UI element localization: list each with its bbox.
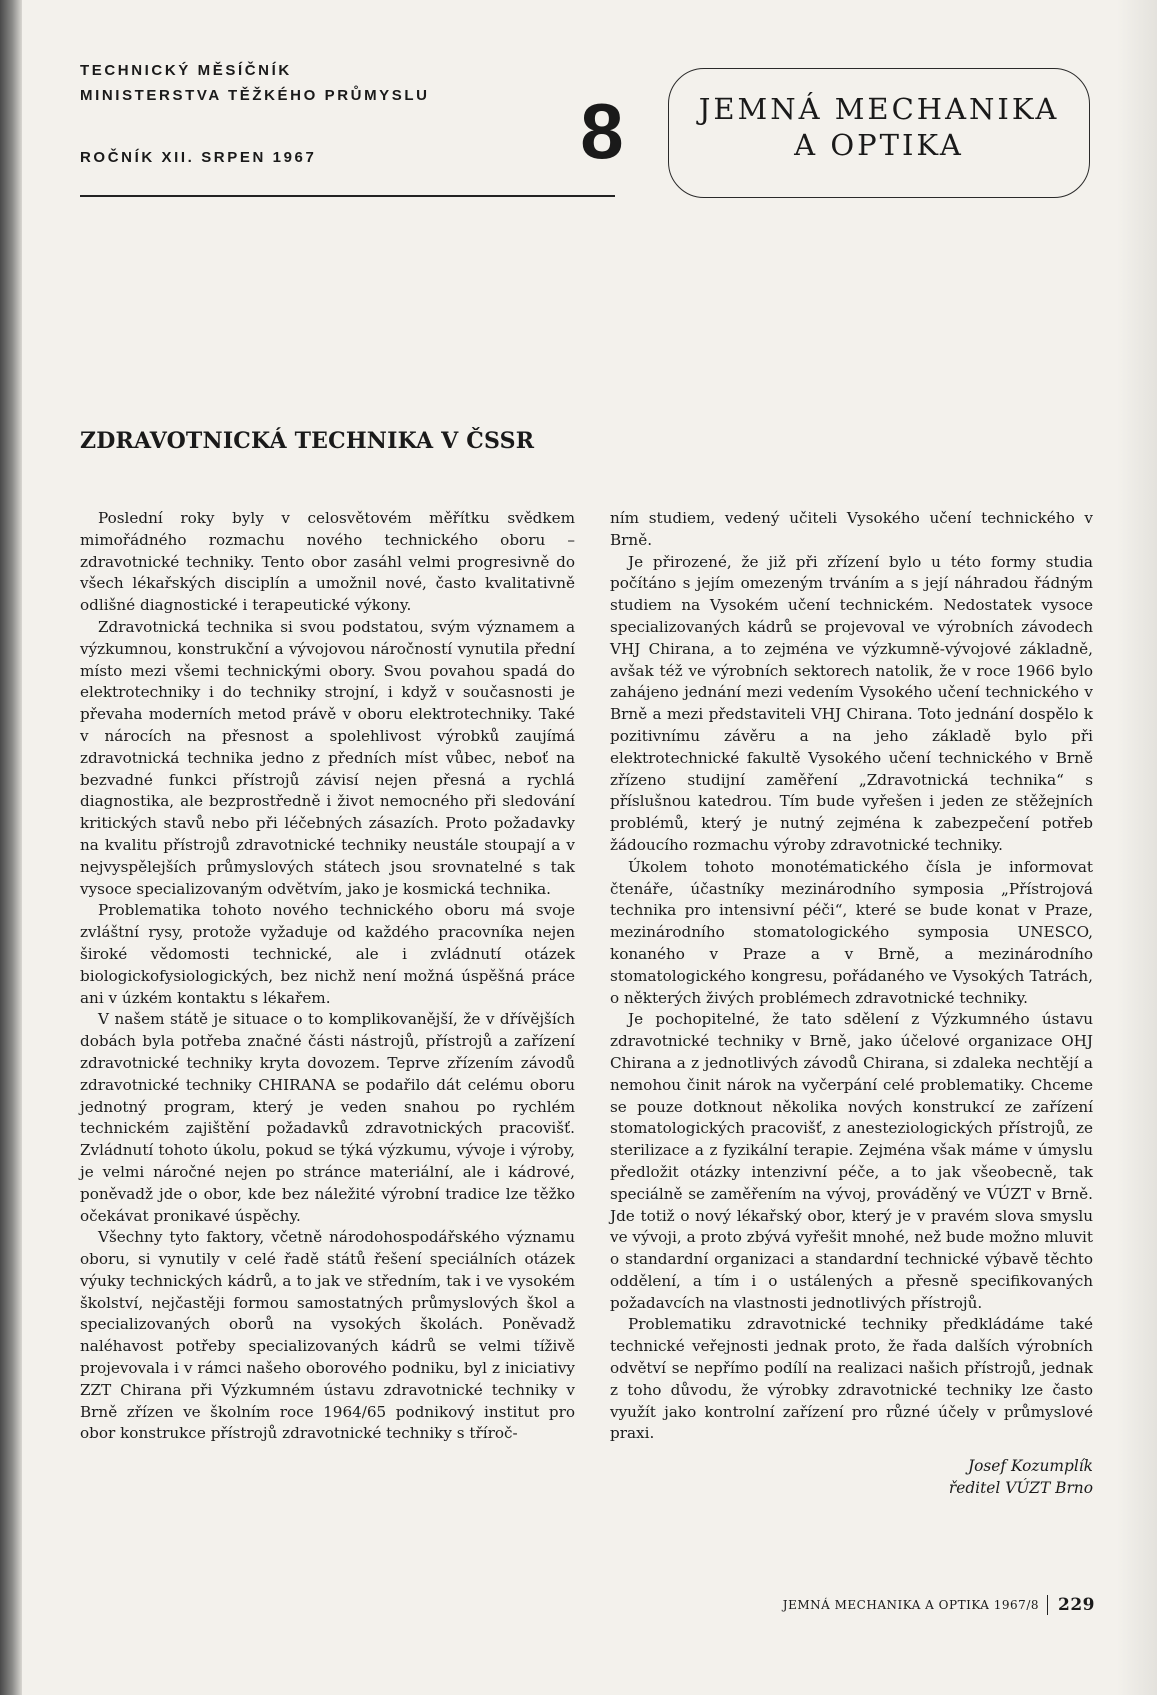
page-footer	[700, 1595, 1095, 1615]
paragraph-continuation: ním studiem, vedený učiteli Vysokého učení technického v Brně.	[610, 509, 1093, 549]
article-column-left	[80, 508, 575, 1445]
paragraph: Všechny tyto faktory, včetně národohospodářského významu oboru, si vynutily v celé řadě států řešení speciálních otázek výuky technických kádrů, a to jak ve středním, tak i ve vysokém školství, nejčastěji formou samostatných průmyslových škol a specializovaných oborů na vysokých školách. Poněvadž naléhavost potřeby specializovaných kádrů se velmi tíživě projevovala i v rámci našeho oborového podniku, byl z iniciativy ZZT Chirana při Výzkumném ústavu zdravotnické techniky v Brně zřízen ve školním roce 1964/65 podnikový institut pro obor konstrukce přístrojů zdravotnické techniky s tříroč-	[80, 1228, 575, 1443]
masthead	[80, 58, 580, 170]
article-column-right	[610, 508, 1093, 1499]
journal-title-line-1: JEMNÁ MECHANIKA	[698, 92, 1060, 126]
book-spine-shadow	[0, 0, 22, 1695]
paragraph: Je pochopitelné, že tato sdělení z Výzkumného ústavu zdravotnické techniky v Brně, jako účelové organizace OHJ Chirana a z jednotlivých závodů Chirana, si zdaleka nechtějí a nemohou činit nárok na vyčerpání celé problematiky. Chceme se pouze dotknout několika nových konstrukcí ze zařízení stomatologických pracovišť, z anesteziologických přístrojů, ze sterilizace a z fyzikální terapie. Zejména však máme v úmyslu předložit otázky intenzivní péče, a to jak všeobecně, tak speciálně se zaměřením na vývoj, prováděný ve VÚZT v Brně. Jde totiž o nový lékařský obor, který je v pravém slova smyslu ve vývoji, a proto zbývá vyřešit mnohé, než bude možno mluvit o standardní organizaci a standardní technické výbavě těchto oddělení, a tím i o ustálených a přesně specifikovaných požadavcích na vlastnosti jednotlivých přístrojů.	[610, 1010, 1093, 1312]
masthead-line-2: MINISTERSTVA TĚŽKÉHO PRŮMYSLU	[80, 87, 430, 104]
paragraph: Je přirozené, že již při zřízení bylo u této formy studia počítáno s jejím omezeným trváním a s její náhradou řádným studiem na Vysokém učení technickém. Nedostatek vysoce specializovaných kádrů se projevoval ve výrobních závodech VHJ Chirana, a to zejména ve výzkumně-vývojové základně, avšak též ve výrobních sektorech natolik, že v roce 1966 bylo zahájeno jednání mezi vedením Vysokého učení technického v Brně a mezi představiteli VHJ Chirana. Toto jednání dospělo k pozitivnímu závěru a na jeho základě bylo při elektrotechnické fakultě Vysokého učení technického v Brně zřízeno studijní zaměření „Zdravotnická technika“ s příslušnou katedrou. Tím bude vyřešen i jeden ze stěžejních problémů, který je nutný zejména k zabezpečení potřeb žádoucího rozmachu výroby zdravotnické techniky.	[610, 552, 1093, 854]
page-number: 229	[1047, 1595, 1095, 1615]
paragraph: Poslední roky byly v celosvětovém měřítku svědkem mimořádného rozmachu nového technického oboru – zdravotnické techniky. Tento obor zasáhl velmi progresivně do všech lékařských disciplín a umožnil nové, často kvalitativně odlišné diagnostické i terapeutické výkony.	[80, 509, 575, 615]
signature-role: ředitel VÚZT Brno	[948, 1479, 1093, 1498]
paragraph: V našem státě je situace o to komplikovanější, že v dřívějších dobách byla potřeba značné části nástrojů, přístrojů a zařízení zdravotnické techniky kryta dovozem. Teprve zřízením závodů zdravotnické techniky CHIRANA se podařilo dát celému oboru jednotný program, který je veden snahou po rychlém technickém zajištění požadavků zdravotnických pracovišť. Zvládnutí tohoto úkolu, pokud se týká výzkumu, vývoje i výroby, je velmi náročné nejen po stránce materiální, ale i kádrové, poněvadž jde o obor, kde bez náležité výrobní tradice lze těžko očekávat pronikavé úspěchy.	[80, 1010, 575, 1225]
paragraph: Úkolem tohoto monotématického čísla je informovat čtenáře, účastníky mezinárodního symposia „Přístrojová technika pro intensivní péči“, které se bude konat v Praze, mezinárodního stomatologického symposia UNESCO, konaného v Praze a v Brně, a mezinárodního stomatologického kongresu, pořádaného ve Vysokých Tatrách, o některých živých problémech zdravotnické techniky.	[610, 857, 1093, 1007]
paragraph: Zdravotnická technika si svou podstatou, svým významem a výzkumnou, konstrukční a vývojovou náročností vynutila přední místo mezi všemi technickými obory. Svou povahou spadá do elektrotechniky i do techniky strojní, i když v současnosti je převaha moderních metod právě v oboru elektrotechniky. Také v nárocích na přesnost a spolehlivost výrobků zaujímá zdravotnická technika jedno z předních míst vůbec, neboť na bezvadné funkci přístrojů závisí nejen přesná a rychlá diagnostika, ale bezprostředně i život nemocného při sledování kritických stavů nebo při léčebných zásazích. Proto požadavky na kvalitu přístrojů zdravotnické techniky neustále stoupají a v nejvyspělejších průmyslových státech jsou srovnatelné s tak vysoce specializovaným odvětvím, jako je kosmická technika.	[80, 617, 575, 898]
masthead-line-1: TECHNICKÝ MĚSÍČNÍK	[80, 62, 292, 79]
paragraph: Problematiku zdravotnické techniky předkládáme také technické veřejnosti jednak proto, že řada dalších výrobních odvětví se nepřímo podílí na realizaci našich přístrojů, jednak z toho důvodu, že výrobky zdravotnické techniky lze často využít jako kontrolní zařízení pro různé účely v průmyslové praxi.	[610, 1315, 1093, 1443]
paragraph: Problematika tohoto nového technického oboru má svoje zvláštní rysy, protože vyžaduje od každého pracovníka nejen široké vědomosti technické, ale i zvládnutí otázek biologickofysiologických, bez nichž není možná úspěšná práce ani v úzkém kontaktu s lékařem.	[80, 901, 575, 1007]
masthead-rule	[80, 195, 615, 197]
article-title: ZDRAVOTNICKÁ TECHNIKA V ČSSR	[80, 428, 535, 454]
journal-title-line-2: A OPTIKA	[794, 128, 964, 162]
page-edge	[1117, 0, 1157, 1695]
issue-line: ROČNÍK XII. SRPEN 1967	[80, 149, 317, 166]
issue-number: 8	[580, 87, 624, 175]
signature-name: Josef Kozumplík	[967, 1457, 1093, 1476]
footer-publication: JEMNÁ MECHANIKA A OPTIKA 1967/8	[782, 1598, 1039, 1612]
journal-title-box	[668, 68, 1090, 198]
signature	[610, 1455, 1093, 1499]
